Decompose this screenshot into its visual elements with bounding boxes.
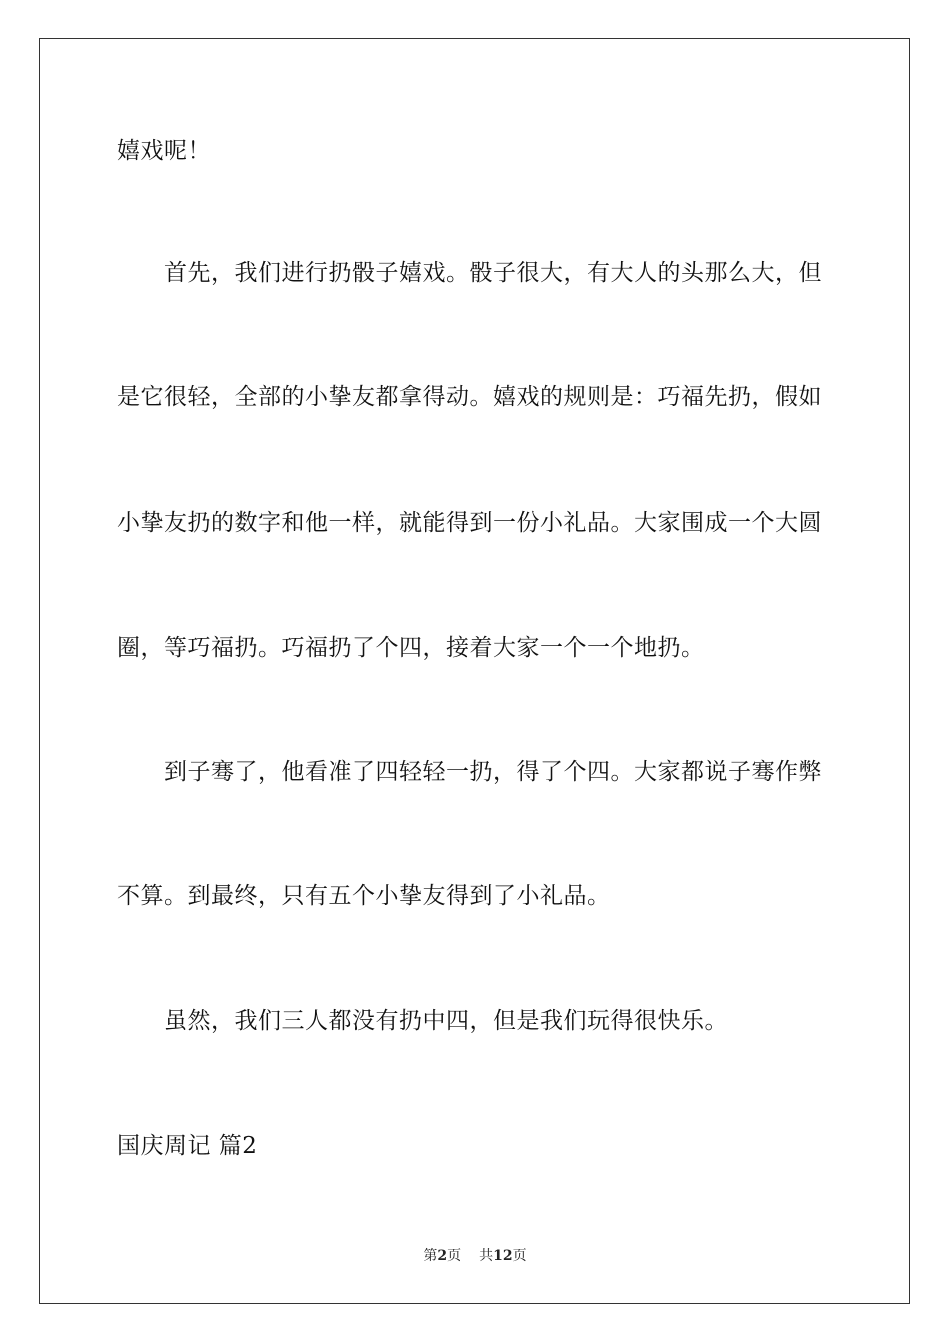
text-line-5: 圈，等巧福扔。巧福扔了个四，接着大家一个一个地扔。: [117, 635, 705, 661]
page-suffix: 页: [447, 1248, 462, 1264]
page-border: [39, 38, 910, 1304]
text-line-8: 虽然，我们三人都没有扔中四，但是我们玩得很快乐。: [164, 1008, 728, 1034]
text-line-1: 嬉戏呢！: [117, 138, 211, 164]
text-line-6: 到子骞了，他看准了四轻轻一扔，得了个四。大家都说子骞作弊: [164, 759, 822, 785]
page-current: 2: [437, 1248, 448, 1264]
page-footer: [0, 1247, 950, 1265]
text-line-3: 是它很轻，全部的小挚友都拿得动。嬉戏的规则是：巧福先扔，假如: [117, 384, 822, 410]
total-prefix: 共: [479, 1248, 494, 1264]
total-suffix: 页: [512, 1248, 527, 1264]
page-prefix: 第: [423, 1248, 438, 1264]
section-heading: 国庆周记 篇2: [117, 1133, 258, 1159]
text-line-2: 首先，我们进行扔骰子嬉戏。骰子很大，有大人的头那么大，但: [164, 260, 822, 286]
page-total: 12: [493, 1248, 513, 1264]
text-line-7: 不算。到最终，只有五个小挚友得到了小礼品。: [117, 883, 611, 909]
text-line-4: 小挚友扔的数字和他一样，就能得到一份小礼品。大家围成一个大圆: [117, 510, 822, 536]
